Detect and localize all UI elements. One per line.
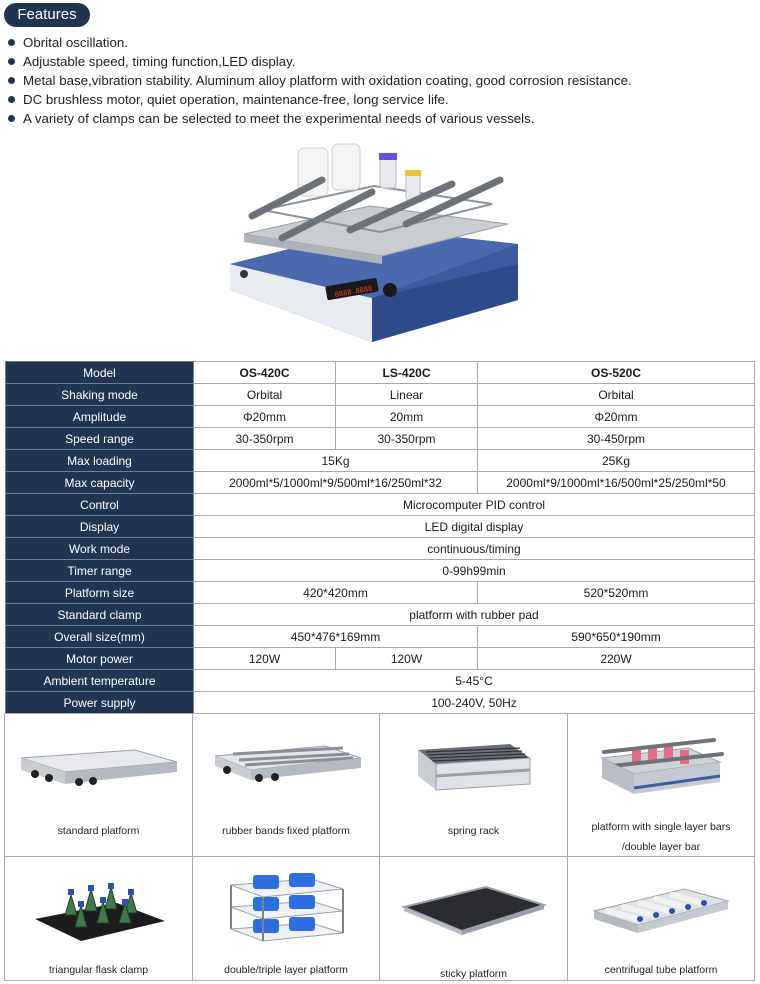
table-row [6,582,755,604]
table-row [6,560,755,582]
table-cell: 30-450rpm [478,428,755,450]
row-label: Motor power [6,648,194,670]
accessories-grid [4,713,755,981]
features-list [8,33,632,128]
table-cell: platform with rubber pad [194,604,755,626]
table-cell: Φ20mm [194,406,336,428]
table-cell: Microcomputer PID control [194,494,755,516]
row-label: Platform size [6,582,194,604]
accessory-sticky-platform: sticky platform [380,857,568,981]
accessory-rubber-band-platform: rubber bands fixed platform [193,714,380,857]
table-cell: Orbital [478,384,755,406]
accessory-standard-platform: standard platform [5,714,193,857]
accessory-flask-clamp: triangular flask clamp [5,857,193,981]
table-cell: 30-350rpm [194,428,336,450]
table-cell: 420*420mm [194,582,478,604]
model-header: OS-420C [194,362,336,384]
feature-item: Obrital oscillation. [8,33,632,52]
row-label: Max capacity [6,472,194,494]
table-row [6,472,755,494]
row-label: Timer range [6,560,194,582]
table-row [6,428,755,450]
bullet-icon [8,96,15,103]
bullet-icon [8,39,15,46]
row-label: Model [6,362,194,384]
table-cell: 120W [194,648,336,670]
table-row [6,516,755,538]
table-cell: LED digital display [194,516,755,538]
table-cell: 520*520mm [478,582,755,604]
table-row [6,538,755,560]
row-label: Ambient temperature [6,670,194,692]
table-cell: 30-350rpm [336,428,478,450]
table-cell: Φ20mm [478,406,755,428]
table-cell: 450*476*169mm [194,626,478,648]
table-cell: continuous/timing [194,538,755,560]
accessory-bar-platform: platform with single layer bars /double layer bar [568,714,755,857]
table-cell: 20mm [336,406,478,428]
row-label: Display [6,516,194,538]
row-label: Amplitude [6,406,194,428]
table-cell: 2000ml*9/1000ml*16/500ml*25/250ml*50 [478,472,755,494]
table-row [6,692,755,714]
table-cell: 0-99h99min [194,560,755,582]
row-label: Overall size(mm) [6,626,194,648]
spring-rack-icon [380,724,568,804]
table-cell: 590*650*190mm [478,626,755,648]
feature-item: Adjustable speed, timing function,LED display. [8,52,632,71]
table-cell: 220W [478,648,755,670]
table-row [6,406,755,428]
table-cell: 120W [336,648,478,670]
row-label: Shaking mode [6,384,194,406]
bar-platform-icon [568,722,755,806]
led-display: 8888 8888 [334,284,373,300]
table-row [6,626,755,648]
shaker-product-image [222,140,526,346]
row-label: Max loading [6,450,194,472]
sticky-platform-icon [380,871,568,951]
table-cell: Orbital [194,384,336,406]
row-label: Power supply [6,692,194,714]
model-header: OS-520C [478,362,755,384]
spec-table [5,361,755,714]
table-row [6,450,755,472]
flask-clamp-icon [5,863,193,951]
feature-item: A variety of clamps can be selected to meet the experimental needs of various vessels. [8,109,632,128]
accessory-layer-platform: double/triple layer platform [193,857,380,981]
table-cell: 5-45°C [194,670,755,692]
table-row [6,648,755,670]
row-label: Work mode [6,538,194,560]
speed-knob-icon [383,283,397,297]
feature-item: DC brushless motor, quiet operation, maintenance-free, long service life. [8,90,632,109]
bullet-icon [8,115,15,122]
row-label: Speed range [6,428,194,450]
bullet-icon [8,77,15,84]
table-row [6,604,755,626]
table-row [6,362,755,384]
accessory-tube-platform: centrifugal tube platform [568,857,755,981]
layer-platform-icon [193,861,380,953]
features-title: Features [4,3,90,27]
table-cell: 25Kg [478,450,755,472]
table-cell: 100-240V, 50Hz [194,692,755,714]
power-button-icon [240,270,248,278]
accessory-spring-rack: spring rack [380,714,568,857]
feature-item: Metal base,vibration stability. Aluminum alloy platform with oxidation coating, good corrosion resistance. [8,71,632,90]
table-cell: Linear [336,384,478,406]
tube-platform-icon [568,871,755,951]
table-row [6,670,755,692]
table-row [6,494,755,516]
table-cell: 2000ml*5/1000ml*9/500ml*16/250ml*32 [194,472,478,494]
table-cell: 15Kg [194,450,478,472]
table-row [6,384,755,406]
bullet-icon [8,58,15,65]
standard-platform-icon [5,728,193,798]
model-header: LS-420C [336,362,478,384]
row-label: Standard clamp [6,604,194,626]
rubber-band-platform-icon [193,728,380,798]
row-label: Control [6,494,194,516]
